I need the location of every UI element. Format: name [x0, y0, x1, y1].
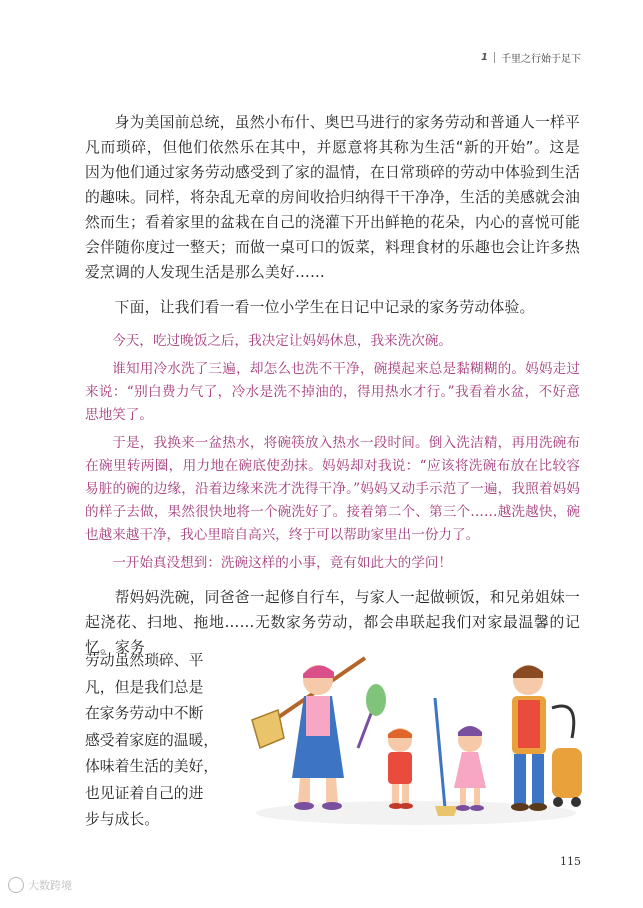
- diary-line-3: 于是，我换来一盆热水，将碗筷放入热水一段时间。倒入洗洁精，再用洗碗布在碗里转两圈，用力地在碗底使劲抹。妈妈却对我说：“应该将洗碗布放在比较容易脏的碗的边缘，沿着边缘来洗才洗得干净。”妈妈又动手示范了一遍，我照着妈妈的样子去做，果然很快地将一个碗洗好了。接着第二个、第三个……越洗越快，碗也越来越干净，我心里暗自高兴，终于可以帮助家里出一份力了。: [85, 435, 580, 543]
- wrap-line: 体味着生活的美好，: [85, 758, 219, 775]
- watermark-logo-icon: [8, 877, 24, 893]
- chapter-number: 1: [481, 52, 488, 63]
- running-header: [481, 50, 581, 65]
- girl-figure: [435, 698, 486, 816]
- diary-line-2: 谁知用冷水洗了三遍，却怎么也洗不干净，碗摸起来总是黏糊糊的。妈妈走过来说：“别白费力气了，冷水是洗不掉油的，得用热水才行。”我看着水盆，不好意思地笑了。: [85, 361, 580, 423]
- diary-line-1: 今天，吃过晚饭之后，我决定让妈妈休息，我来洗次碗。: [112, 333, 453, 349]
- father-figure: [511, 665, 547, 811]
- page-number: 115: [560, 855, 581, 868]
- paragraph-2: 下面，让我们看一看一位小学生在日记中记录的家务劳动体验。: [114, 299, 535, 316]
- boy-figure: [388, 728, 413, 809]
- wrap-line: 步与成长。: [85, 811, 159, 828]
- wrap-line: 劳动虽然琐碎、平: [85, 652, 204, 669]
- vacuum-cleaner: [552, 706, 582, 807]
- closing-paragraph: 帮妈妈洗碗，同爸爸一起修自行车，与家人一起做顿饭，和兄弟姐妹一起浇花、扫地、拖地……无数家务劳动，都会串联起我们对家最温馨的记忆。家务: [85, 589, 580, 656]
- watermark: [8, 877, 72, 893]
- header-divider: [494, 52, 495, 63]
- main-text: [85, 110, 580, 670]
- wrapped-text: [85, 648, 235, 834]
- paragraph-1: 身为美国前总统，虽然小布什、奥巴马进行的家务劳动和普通人一样平凡而琐碎，但他们依然乐在其中，并愿意将其称为生活“新的开始”。这是因为他们通过家务劳动感受到了家的温情，在日常琐碎的劳动中体验到生活的趣味。同样，将杂乱无章的房间收拾归纳得干干净净，生活的美感就会油然而生；看着家里的盆栽在自己的浇灌下开出鲜艳的花朵，内心的喜悦可能会伴随你度过一整天；而做一桌可口的饭菜，料理食材的乐趣也会让许多热爱烹调的人发现生活是那么美好……: [85, 114, 580, 281]
- watermark-text: 大数跨境: [28, 879, 72, 892]
- wrap-line: 凡，但是我们总是: [85, 678, 204, 696]
- family-chores-illustration: [240, 628, 592, 833]
- feather-duster: [358, 684, 386, 748]
- wrap-line: 感受着家庭的温暖，: [85, 731, 219, 749]
- wrap-line: 在家务劳动中不断: [85, 705, 204, 722]
- diary-line-4: 一开始真没想到：洗碗这样的小事，竟有如此大的学问！: [112, 555, 453, 571]
- wrap-line: 也见证着自己的进: [85, 784, 204, 802]
- chapter-title: 千里之行始于足下: [501, 54, 581, 65]
- mother-figure: [252, 658, 365, 810]
